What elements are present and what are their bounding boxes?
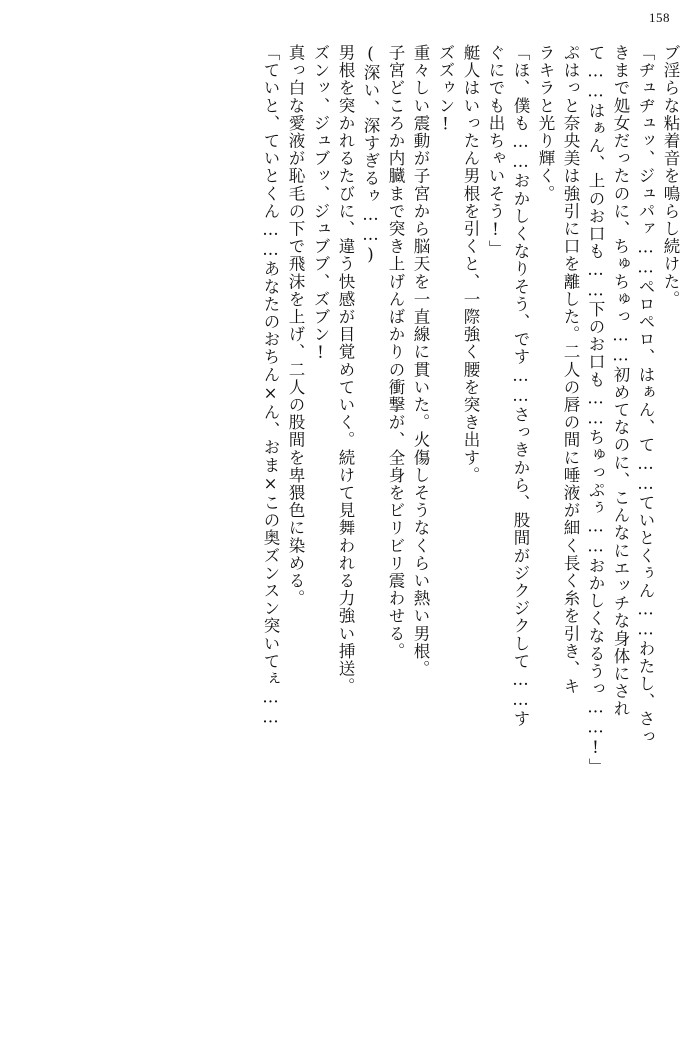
text-line: 「ほ、僕も……おかしくなりそう、です……さっきから、股間がジクジクして……す [511, 44, 530, 728]
text-line: ズンッ、ジュブッ、ジュブブ、ズブン! [311, 44, 330, 364]
text-line: ラキラと光り輝く。 [536, 44, 555, 203]
text-line: きまで処女だったのに、ちゅちゅっ……初めてなのに、こんなにエッチな身体にされ [611, 44, 630, 718]
text-line: 真っ白な愛液が恥毛の下で飛沫を上げ、二人の股間を卑猥色に染める。 [286, 44, 305, 608]
vertical-text-body [22, 44, 678, 1010]
text-line: 男根を突かれるたびに、違う快感が目覚めていく。続けて見舞われる力強い挿送。 [336, 44, 355, 696]
text-line: 子宮どころか内臓まで突き上げんばかりの衝撃が、全身をビリビリ震わせる。 [386, 44, 405, 660]
page-number: 158 [649, 10, 670, 25]
text-line: 「ヂュヂュッ、ジュパァ……ペロペロ、はぁん、て……ていとくぅん……わたし、さっ [636, 44, 655, 746]
text-line: ブ淫らな粘着音を鳴らし続けた。 [661, 44, 680, 308]
text-line: 艇人はいったん男根を引くと、一際強く腰を突き出す。 [461, 44, 480, 484]
text-line: ズズゥン! [436, 44, 455, 135]
text-line: 重々しい震動が子宮から脳天を一直線に貫いた。火傷しそうなくらい熱い男根。 [411, 44, 430, 678]
text-line: 「ていと、ていとくん……あなたのおちん×ん、おま×この奥ズンスン突いてぇ…… [261, 44, 280, 728]
text-line: ぐにでも出ちゃいそう!」 [486, 44, 505, 258]
text-line: (深い、深すぎるゥ……) [361, 44, 380, 266]
text-line: て……はぁん、上のお口も……下のお口も……ちゅっぷぅ……おかしくなるうっ……!」 [586, 44, 605, 776]
text-line: ぷはっと奈央美は強引に口を離した。二人の唇の間に唾液が細く長く糸を引き、キ [561, 44, 580, 696]
